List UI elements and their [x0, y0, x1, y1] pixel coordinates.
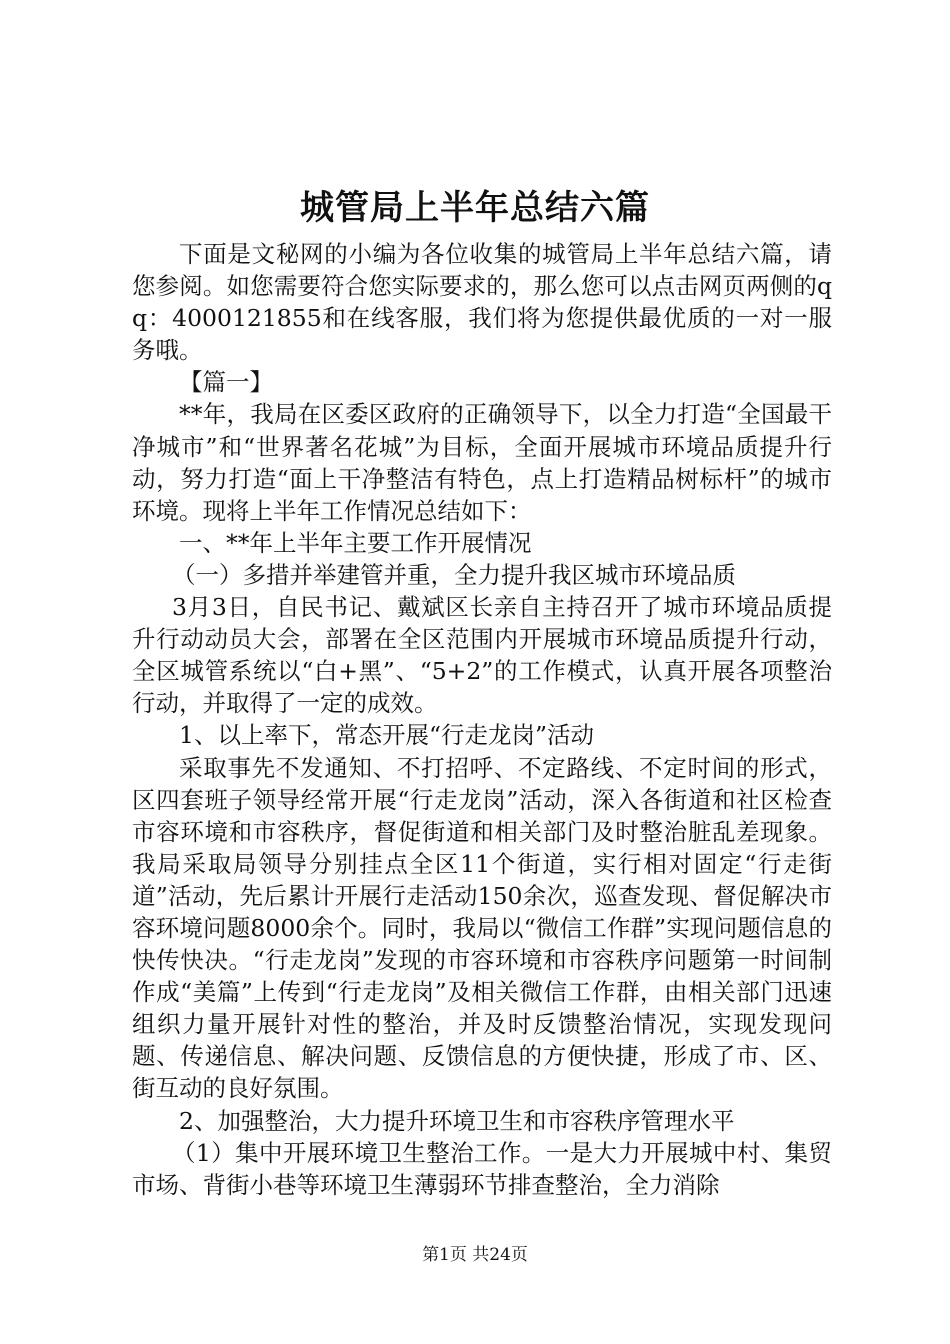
- sanitation-paragraph: （1）集中开展环境卫生整治工作。一是大力开展城中村、集贸市场、背街小巷等环境卫生薄弱环节排查整治，全力消除: [132, 1138, 832, 1199]
- summary-paragraph: **年，我局在区委区政府的正确领导下，以全力打造“全国最干净城市”和“世界著名花城”为目标，全面开展城市环境品质提升行动，努力打造“面上干净整洁有特色，点上打造精品树标杆”的城市环境。现将上半年工作情况总结如下：: [132, 400, 832, 525]
- walk-longgang-paragraph: 采取事先不发通知、不打招呼、不定路线、不定时间的形式，区四套班子领导经常开展“行走龙岗”活动，深入各街道和社区检查市容环境和市容秩序，督促街道和相关部门及时整治脏乱差现象。我局采取局领导分别挂点全区11个街道，实行相对固定“行走街道”活动，先后累计开展行走活动150余次，巡查发现、督促解决市容环境问题8000余个。同时，我局以“微信工作群”实现问题信息的快传快决。“行走龙岗”发现的市容环境和市容秩序问题第一时间制作成“美篇”上传到“行走龙岗”及相关微信工作群，由相关部门迅速组织力量开展针对性的整治，并及时反馈整治情况，实现发现问题、传递信息、解决问题、反馈信息的方便快捷，形成了市、区、街互动的良好氛围。: [132, 753, 832, 1103]
- heading-main-work: 一、**年上半年主要工作开展情况: [179, 528, 532, 557]
- mobilization-paragraph: 3月3日，自民书记、戴斌区长亲自主持召开了城市环境品质提升行动动员大会，部署在全区范围内开展城市环境品质提升行动，全区城管系统以“白+黑”、“5+2”的工作模式，认真开展各项整治行动，并取得了一定的成效。: [132, 593, 832, 718]
- document-title: 城管局上半年总结六篇: [300, 188, 650, 228]
- page-footer: 第1页 共24页: [422, 1245, 528, 1265]
- subheading-walk-longgang: 1、以上率下，常态开展“行走龙岗”活动: [179, 721, 594, 750]
- subheading-measures: （一）多措并举建管并重，全力提升我区城市环境品质: [172, 560, 736, 589]
- document-body: [132, 238, 832, 1201]
- subheading-strengthen-rectification: 2、加强整治，大力提升环境卫生和市容秩序管理水平: [179, 1106, 735, 1135]
- section-heading-part-one: 【篇一】: [179, 368, 273, 397]
- intro-paragraph: 下面是文秘网的小编为各位收集的城管局上半年总结六篇，请您参阅。如您需要符合您实际要求的，那么您可以点击网页两侧的qq：4000121855和在线客服，我们将为您提供最优质的一对一服务哦。: [132, 240, 832, 365]
